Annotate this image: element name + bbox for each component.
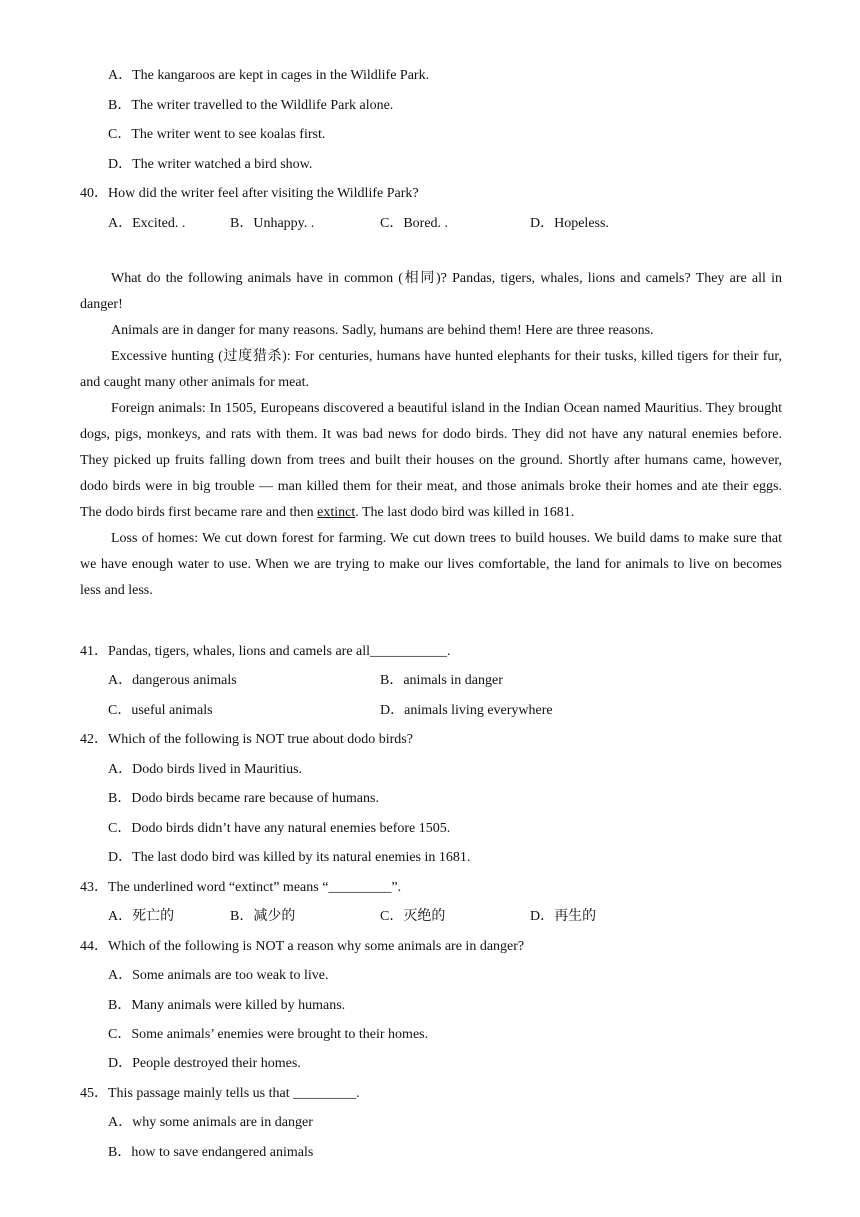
- passage-paragraph-1: What do the following animals have in common (相同)? Pandas, tigers, whales, lions and camels? They are all in danger!: [80, 271, 782, 312]
- passage-paragraph-3: Excessive hunting (过度猎杀): For centuries, humans have hunted elephants for their tusks, killed tigers for their fur, and caught many other animals for meat.: [80, 349, 782, 390]
- underlined-word-extinct: extinct: [317, 505, 356, 520]
- passage-paragraph-4-end: . The last dodo bird was killed in 1681.: [355, 505, 575, 520]
- q39-option-d: D．The writer watched a bird show.: [108, 157, 313, 172]
- q43-option-c: C．灭绝的: [380, 909, 446, 924]
- q40-option-a: A．Excited. .: [108, 216, 186, 231]
- q41-option-c: C．useful animals: [108, 703, 213, 718]
- q44-option-c: C．Some animals’ enemies were brought to their homes.: [108, 1027, 429, 1042]
- q40-stem: 40．How did the writer feel after visiting the Wildlife Park?: [80, 186, 419, 201]
- q43-stem: 43．The underlined word “extinct” means “_________”.: [80, 880, 402, 895]
- q42-option-b: B．Dodo birds became rare because of humans.: [108, 791, 379, 806]
- q39-option-a: A．The kangaroos are kept in cages in the Wildlife Park.: [108, 68, 430, 83]
- passage-paragraph-4-text: Foreign animals: In 1505, Europeans discovered a beautiful island in the Indian Ocean named Mauritius. They brought dogs, pigs, monkeys, and rats with them. It was bad news for dodo birds. They did not have any natural enemies before. They picked up fruits falling down from trees and built their houses on the ground. Shortly after humans came, however, dodo birds were in big trouble — man killed them for their meat, and those animals broke their homes and ate their eggs. The dodo birds first became rare and then: [80, 401, 782, 520]
- q44-option-d: D．People destroyed their homes.: [108, 1056, 301, 1071]
- passage-paragraph-2: Animals are in danger for many reasons. Sadly, humans are behind them! Here are three reasons.: [111, 323, 654, 338]
- q44-option-a: A．Some animals are too weak to live.: [108, 968, 329, 983]
- q43-option-b: B．减少的: [230, 909, 296, 924]
- q41-option-b: B．animals in danger: [380, 673, 503, 688]
- q45-option-b: B．how to save endangered animals: [108, 1145, 314, 1160]
- q41-stem: 41．Pandas, tigers, whales, lions and camels are all___________.: [80, 644, 451, 659]
- q42-option-d: D．The last dodo bird was killed by its natural enemies in 1681.: [108, 850, 471, 865]
- q40-option-c: C．Bored. .: [380, 216, 449, 231]
- passage-paragraph-5: Loss of homes: We cut down forest for farming. We cut down trees to build houses. We build dams to make sure that we have enough water to use. When we are trying to make our lives comfortable, the land for animals to live on becomes less and less.: [80, 531, 782, 598]
- q43-option-a: A．死亡的: [108, 909, 175, 924]
- passage-paragraph-4: [80, 396, 782, 526]
- q42-option-c: C．Dodo birds didn’t have any natural enemies before 1505.: [108, 821, 451, 836]
- q39-option-b: B．The writer travelled to the Wildlife Park alone.: [108, 98, 394, 113]
- q42-option-a: A．Dodo birds lived in Mauritius.: [108, 762, 303, 777]
- q43-option-d: D．再生的: [530, 909, 597, 924]
- reading-passage: [80, 266, 782, 604]
- q39-option-c: C．The writer went to see koalas first.: [108, 127, 326, 142]
- q42-stem: 42．Which of the following is NOT true about dodo birds?: [80, 732, 413, 747]
- q44-option-b: B．Many animals were killed by humans.: [108, 998, 346, 1013]
- q45-option-a: A．why some animals are in danger: [108, 1115, 313, 1130]
- q40-option-b: B．Unhappy. .: [230, 216, 315, 231]
- q41-option-a: A．dangerous animals: [108, 673, 237, 688]
- q45-stem: 45．This passage mainly tells us that _________.: [80, 1086, 360, 1101]
- q40-option-d: D．Hopeless.: [530, 216, 609, 231]
- q41-option-d: D．animals living everywhere: [380, 703, 553, 718]
- q44-stem: 44．Which of the following is NOT a reason why some animals are in danger?: [80, 939, 525, 954]
